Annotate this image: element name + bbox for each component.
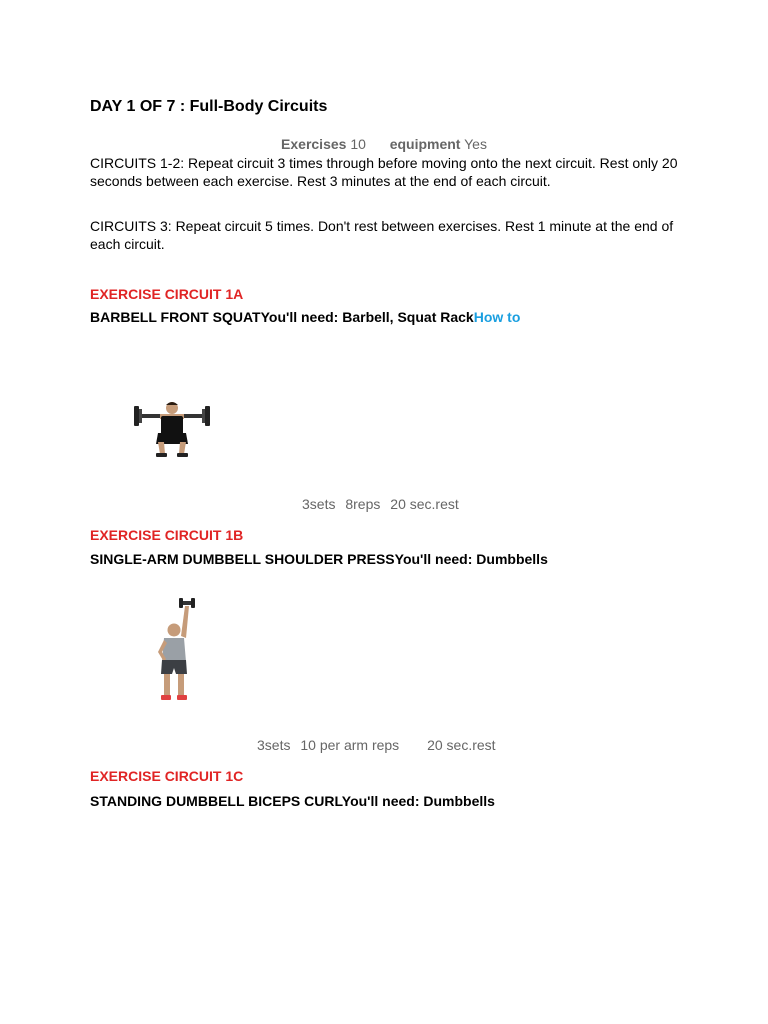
circuit-1a-exercise-line (90, 309, 520, 325)
exercises-value: 10 (350, 136, 366, 152)
circuit-1a-sets: 3sets (302, 496, 336, 512)
circuit-1a-stats (302, 496, 465, 512)
circuit-1a-rest: 20 sec.rest (390, 496, 459, 512)
barbell-front-squat-image (90, 334, 256, 494)
equipment-label: equipment (389, 136, 461, 152)
circuit-1b-stats (257, 737, 502, 753)
circuit-1b-heading: EXERCISE CIRCUIT 1B (90, 527, 244, 543)
instructions-circuits-1-2: CIRCUITS 1-2: Repeat circuit 3 times through before moving onto the next circuit. Rest only 20 seconds between each exercise. Rest 3 minutes at the end of each circuit. (90, 155, 678, 189)
instructions-circuit-3: CIRCUITS 3: Repeat circuit 5 times. Don't rest between exercises. Rest 1 minute at the end of each circuit. (90, 218, 674, 252)
circuit-1c-exercise-name: STANDING DUMBBELL BICEPS CURL (90, 793, 342, 809)
circuit-1c-exercise-line (90, 793, 495, 809)
circuit-1a-exercise-name: BARBELL FRONT SQUAT (90, 309, 261, 325)
circuit-1b-equipment: You'll need: Dumbbells (394, 551, 548, 567)
equipment-value: Yes (464, 136, 487, 152)
circuit-1b-exercise-name: SINGLE-ARM DUMBBELL SHOULDER PRESS (90, 551, 395, 567)
circuit-1c-heading: EXERCISE CIRCUIT 1C (90, 768, 244, 784)
workout-meta (0, 136, 768, 152)
circuit-1a-heading: EXERCISE CIRCUIT 1A (90, 286, 244, 302)
circuit-1b-rest: 20 sec.rest (427, 737, 496, 753)
dumbbell-shoulder-press-image (90, 576, 256, 736)
how-to-link[interactable]: How to (473, 309, 521, 325)
circuit-1b-sets: 3sets (257, 737, 291, 753)
circuit-1b-reps: 10 per arm reps (300, 737, 400, 753)
exercises-label: Exercises (281, 136, 347, 152)
circuit-1a-reps: 8reps (345, 496, 381, 512)
circuit-1b-exercise-line (90, 551, 548, 567)
circuit-1a-equipment: You'll need: Barbell, Squat Rack (260, 309, 474, 325)
circuit-1c-equipment: You'll need: Dumbbells (341, 793, 495, 809)
page-title: DAY 1 OF 7 : Full-Body Circuits (90, 98, 328, 115)
